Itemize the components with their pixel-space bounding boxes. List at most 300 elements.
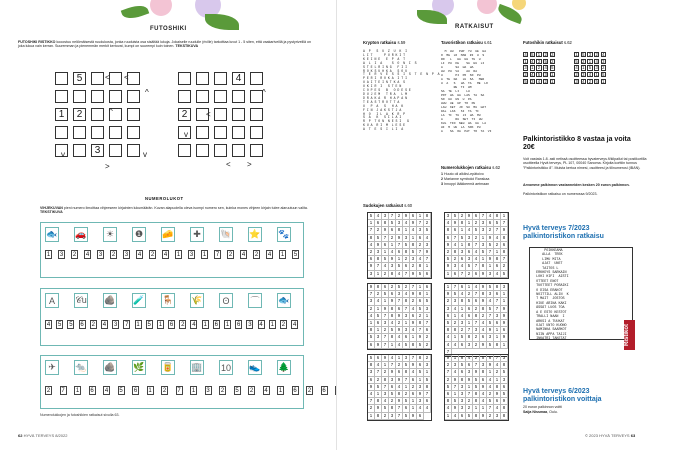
sudoku-solution-cell: 9 (396, 313, 403, 320)
winner-city: , Oulu. (547, 410, 558, 414)
futoshiki-cell (109, 144, 122, 157)
code-digit: 5 (119, 388, 123, 394)
sudoku-solution-cell: 8 (459, 355, 466, 362)
futoshiki-cell (178, 72, 191, 85)
sudoku-solution-cell: 3 (480, 227, 487, 234)
sudoku-solution-cell: 1 (417, 377, 424, 384)
cross-solution-row: HIUE ARINA KAKI (532, 301, 567, 306)
sudoku-solution-cell: 2 (403, 256, 410, 263)
sudoku-solution-cell: 3 (382, 391, 389, 398)
clue-picture: 𝒞u (74, 293, 88, 308)
sudoku-solution-cell: 1 (410, 398, 417, 405)
sudoku-solution-cell: 8 (382, 377, 389, 384)
sudoku-solution-cell: 5 (368, 334, 375, 341)
sudoku-solution-cell: 5 (487, 320, 494, 327)
sudoku-solution-cell: 1 (417, 213, 424, 220)
sudoku-solution-cell: 2 (417, 242, 424, 249)
sudoku-solution-cell: 5 (417, 342, 424, 349)
clue-picture: 🐚 (219, 227, 233, 242)
sudoku-solution-cell: 2 (466, 405, 473, 412)
sudoku-solution-cell: 6 (473, 271, 480, 278)
code-digit: 7 (177, 388, 181, 394)
sudoku-solution-cell: 5 (389, 391, 396, 398)
sudoku-solution-cell: 9 (410, 220, 417, 227)
sudoku-solution-cell: 3 (480, 362, 487, 369)
numerolukot-intro (40, 206, 310, 215)
sudoku-solution-cell: 4 (368, 313, 375, 320)
sudoku-solution-cell: 5 (487, 242, 494, 249)
sudoku-solution-cell: 9 (480, 298, 487, 305)
futoshiki-cell (250, 126, 263, 139)
code-digit: 2 (91, 322, 95, 328)
futoshiki-cell: 1 (55, 108, 68, 121)
sudoku-solution-cell: 7 (396, 405, 403, 412)
futoshiki-solution-cell: 3 (582, 72, 585, 78)
numerolukko-1-numbers (45, 250, 299, 259)
sudoku-solution-cell: 1 (424, 291, 431, 298)
sudoku-solution-cell: 6 (417, 413, 424, 420)
code-digit: 6 (214, 322, 218, 328)
sudoku-solution-cell: 4 (459, 313, 466, 320)
futoshiki-solution-cell: 2 (582, 58, 585, 64)
code-digit: 2 (249, 388, 254, 394)
futoshiki-solution-cell: 5 (595, 78, 598, 84)
sudoku-solution-cell: 7 (473, 291, 480, 298)
sudoku-solution-cell: 9 (487, 235, 494, 242)
sudoku-solution-cell: 5 (417, 369, 424, 376)
sudoku-solution-cell: 2 (473, 306, 480, 313)
futoshiki-solution-cell: 3 (588, 52, 592, 57)
sudoku-solution-cell: 1 (396, 355, 403, 362)
sudoku-solution-cell: 6 (396, 369, 403, 376)
sudoku-solution-cell: 4 (494, 235, 501, 242)
sudoku-solution-cell: 4 (466, 227, 473, 234)
sudoku-solution-cell: 8 (389, 313, 396, 320)
sudoku-solution-cell: 2 (494, 242, 501, 249)
code-digit: 7 (61, 388, 65, 394)
sudoku-solution-cell: 3 (466, 342, 473, 349)
sudoku-solution-cell: 1 (375, 271, 382, 278)
sudoku-solution-cell: 3 (501, 355, 508, 362)
sudoku-solution-cell: 9 (417, 334, 424, 341)
sudoku-solution-cell: 3 (473, 327, 480, 334)
futoshiki-solution-cell: 4 (544, 65, 547, 71)
sudoku-solution-cell: 1 (480, 235, 487, 242)
sudoku-solution-cell: 7 (424, 391, 431, 398)
code-digit: 5 (147, 322, 151, 328)
sudoku-solution-cell: 3 (459, 398, 466, 405)
sudoku-solution-cell: 6 (445, 391, 452, 398)
sudoku-solution-cell: 1 (452, 391, 459, 398)
sudoku-solution-cell: 4 (459, 263, 466, 270)
futoshiki-solution-cell: 5 (582, 52, 585, 57)
sudoku-solution-cell: 2 (445, 298, 452, 305)
sudoku-solution-cell: 2 (424, 342, 431, 349)
numerolukot-sol-text: Marianne symboloi Ranskaa (444, 177, 490, 181)
sudoku-solution-cell: 8 (417, 355, 424, 362)
sudoku-solution-cell: 4 (473, 284, 480, 291)
sudoku-solution-cell: 2 (473, 220, 480, 227)
futo-sol-heading-text: Futoshikin ratkaisut (523, 40, 563, 45)
sudoku-solution-cell: 4 (424, 405, 431, 412)
sudoku-solution-cell: 7 (452, 384, 459, 391)
sudoku-solution-cell: 8 (480, 291, 487, 298)
sudoku-solution-cell: 5 (389, 327, 396, 334)
futoshiki-solution-cell: 4 (575, 65, 578, 71)
sudoku-solution-cell: 7 (445, 349, 452, 356)
sudoku-solution-cell: 4 (396, 271, 403, 278)
sudoku-solution-cell: 4 (459, 291, 466, 298)
sudoku-solution-cell: 7 (417, 220, 424, 227)
sudoku-solution-cell: 3 (480, 220, 487, 227)
sudoku-solution-cell: 9 (417, 391, 424, 398)
sudoku-solution-cell: 4 (480, 320, 487, 327)
sudoku-solution-cell: 2 (445, 249, 452, 256)
cross-solution-row: OJAT UNTO KUONO (532, 323, 567, 328)
code-digit: 3 (206, 388, 210, 394)
sudoku-solution-cell: 4 (452, 242, 459, 249)
futoshiki-solution-cell: 1 (537, 52, 541, 57)
code-digit: 4 (137, 252, 142, 258)
sudoku-solution-cell: 9 (480, 413, 487, 420)
futoshiki-solution-cell: 1 (602, 78, 605, 84)
code-digit: 4 (292, 322, 297, 328)
sudoku-solution-cell: 4 (396, 384, 403, 391)
sudoku-solution-cell: 2 (410, 298, 417, 305)
code-digit: 3 (248, 322, 252, 328)
sudoku-solution-cell: 9 (375, 342, 382, 349)
clue-picture: 👟 (248, 360, 262, 375)
sudoku-solution-cell: 8 (417, 291, 424, 298)
sudoku-solution-cell: 1 (424, 313, 431, 320)
sudoku-solution-cell: 3 (459, 249, 466, 256)
sudoku-solution-cell: 9 (494, 391, 501, 398)
sudoku-solution-cell: 2 (410, 263, 417, 270)
sudoku-solution-cell: 7 (396, 298, 403, 305)
sudoku-solution-cell: 2 (368, 306, 375, 313)
sudoku-solution-cell: 6 (459, 256, 466, 263)
sudoku-solution-cell: 9 (445, 263, 452, 270)
sudoku-solution-cell: 1 (501, 213, 508, 220)
sudoku-solution-cell: 1 (473, 405, 480, 412)
magazine-name-left: HYVÄ TERVEYS 8/2022 (23, 433, 68, 438)
sudoku-solution-cell: 4 (417, 256, 424, 263)
sudoku-solution-cell: 5 (466, 413, 473, 420)
sudoku-solution-cell: 4 (389, 249, 396, 256)
futoshiki-solution-cell: 5 (531, 52, 534, 57)
sudoku-solution-cell: 4 (494, 271, 501, 278)
sudoku-sol-heading-page: s.60 (404, 203, 413, 208)
sudoku-solution-cell: 3 (494, 413, 501, 420)
code-digit: 1 (278, 388, 283, 394)
sudoku-solution-cell: 5 (403, 342, 410, 349)
futoshiki-sign: v (184, 130, 188, 139)
code-digit: 4 (46, 322, 51, 328)
sudoku-solution-cell: 3 (480, 242, 487, 249)
sudoku-solution-cell: 8 (445, 227, 452, 234)
sudoku-solution-cell: 3 (459, 391, 466, 398)
sudoku-solution-cell: 8 (473, 413, 480, 420)
sudoku-solution-cell: 7 (410, 355, 417, 362)
sudoku-solution-cell: 3 (501, 377, 508, 384)
sudoku-solution-cell: 8 (494, 342, 501, 349)
code-digit: 5 (58, 322, 62, 328)
futoshiki-sign: v (143, 150, 147, 159)
sudoku-solution-cell: 5 (487, 306, 494, 313)
cross-solution-row: ALLA TREK (532, 253, 563, 258)
sudoku-solution-cell: 4 (487, 377, 494, 384)
sudoku-solution-cell: 1 (494, 377, 501, 384)
sudoku-solution-cell: 3 (382, 213, 389, 220)
sudoku-solution-cell: 4 (445, 334, 452, 341)
clue-picture: 🌾 (190, 293, 204, 308)
sudoku-solution-cell: 9 (445, 291, 452, 298)
sudoku-solution-cell: 4 (487, 298, 494, 305)
futoshiki-solution-cell: 2 (544, 78, 547, 84)
futoshiki-solution-cell: 2 (537, 65, 541, 71)
futoshiki-solution-cell: 3 (575, 78, 578, 84)
sudoku-solution-cell: 1 (396, 256, 403, 263)
code-digit: 3 (98, 252, 103, 258)
numerolukot-sol-item (441, 177, 489, 181)
sudoku-solution-cell: 6 (459, 342, 466, 349)
numerolukko-3-clues (45, 360, 291, 375)
sudoku-solution-cell: 2 (424, 355, 431, 362)
sudoku-solution-cell: 3 (459, 320, 466, 327)
sudoku-solution-cell: 2 (403, 391, 410, 398)
futoshiki-cell (91, 90, 104, 103)
sudoku-solution-cell: 3 (368, 298, 375, 305)
sudoku-solution-cell: 9 (480, 284, 487, 291)
sudoku-solution-cell: 6 (487, 220, 494, 227)
cross-solution-row: OTTEET ENOT (532, 279, 559, 284)
futoshiki-cell (127, 108, 140, 121)
sudoku-solution-cell: 1 (382, 298, 389, 305)
sudoku-solution-cell: 1 (494, 327, 501, 334)
sudoku-solution-cell: 8 (494, 284, 501, 291)
futoshiki-intro (18, 40, 318, 49)
sudoku-solution-cell: 7 (368, 291, 375, 298)
futoshiki-solution-cell: 2 (588, 78, 592, 84)
sudoku-solution-cell: 5 (452, 213, 459, 220)
section-ribbon: RATKAISUT (455, 24, 494, 30)
sudoku-solution-cell: 4 (410, 369, 417, 376)
sudoku-solution-cell: 7 (466, 327, 473, 334)
sudoku-solution-cell: 5 (445, 256, 452, 263)
sudoku-solution-cell: 2 (473, 342, 480, 349)
sudoku-solution-cell: 9 (501, 313, 508, 320)
winner-name (523, 410, 558, 414)
cross-solution-row: LIMU MITA (532, 257, 561, 262)
futoshiki-solution-cell: 2 (595, 52, 598, 57)
sudoku-solution-cell: 2 (459, 213, 466, 220)
sudoku-solution-cell: 3 (466, 235, 473, 242)
sudoku-solution-cell: 5 (403, 413, 410, 420)
futoshiki-solution-cell: 4 (537, 78, 541, 84)
sudoku-solution-cell: 3 (452, 362, 459, 369)
code-digit: 1 (225, 322, 230, 328)
sudoku-solution-cell: 3 (445, 213, 452, 220)
futoshiki-solution-cell: 3 (524, 65, 527, 71)
futoshiki-solution-cell: 5 (575, 58, 578, 64)
sudoku-solution-cell: 1 (403, 384, 410, 391)
futoshiki-cell (127, 126, 140, 139)
sudoku-solution-cell: 9 (368, 284, 375, 291)
sudoku-solution-cell: 3 (466, 369, 473, 376)
sudoku-solution-cell: 4 (473, 249, 480, 256)
code-digit: 2 (228, 252, 233, 258)
sudoku-solution-cell: 3 (403, 313, 410, 320)
cross-solution-row: AJAT UNET (532, 262, 563, 267)
futoshiki-cell (109, 126, 122, 139)
sudoku-solution-cell: 1 (368, 320, 375, 327)
sudoku-solution-cell: 2 (452, 256, 459, 263)
sudoku-solution-cell: 8 (459, 377, 466, 384)
sudoku-solution-cell: 9 (452, 220, 459, 227)
clue-picture: ❶ (132, 227, 146, 242)
palkinto-title: Palkintoristikko 8 vastaa ja voita 20€ (523, 136, 631, 151)
code-digit: 7 (125, 322, 129, 328)
sudoku-solution-cell: 2 (445, 362, 452, 369)
code-digit: 2 (111, 252, 116, 258)
code-digit: 5 (69, 322, 73, 328)
sudoku-solution-cell: 1 (389, 342, 396, 349)
code-digit: 4 (241, 252, 246, 258)
sudoku-solution-cell: 9 (396, 235, 403, 242)
sudoku-solution-cell: 8 (445, 327, 452, 334)
sudoku-solution-cell: 5 (410, 249, 417, 256)
sudoku-solution-cell: 5 (417, 306, 424, 313)
futoshiki-solution-cell: 4 (582, 78, 585, 84)
sudoku-solution-cell: 1 (480, 405, 487, 412)
sudoku-solution-cell: 9 (368, 263, 375, 270)
sudoku-solution-cell: 2 (417, 313, 424, 320)
sudoku-solution-cell: 3 (403, 327, 410, 334)
sudoku-solution-cell: 9 (452, 405, 459, 412)
futoshiki-solution-cell: 1 (575, 52, 578, 57)
sudoku-solution-cell: 4 (368, 391, 375, 398)
code-digit: 2 (150, 252, 155, 258)
cross-solution-row: POIKKEAMA (532, 249, 563, 253)
sudoku-solution-cell: 3 (389, 263, 396, 270)
sudoku-solution-cell: 1 (501, 342, 508, 349)
sudoku-solution-cell: 8 (452, 249, 459, 256)
sudoku-solution-cell: 8 (389, 271, 396, 278)
sudoku-solution-cell: 4 (396, 334, 403, 341)
futoshiki-cell (196, 72, 209, 85)
sudoku-solution-cell: 5 (424, 377, 431, 384)
sudoku-solution-cell: 2 (445, 377, 452, 384)
futoshiki-cell (214, 126, 227, 139)
sudoku-solution-cell: 1 (389, 242, 396, 249)
sudoku-solution-cell: 7 (445, 369, 452, 376)
sudoku-solution-cell: 2 (473, 355, 480, 362)
winner-title: Hyvä terveys 6/2023 palkintoristikon voittaja (523, 388, 602, 403)
sudoku-solution-cell: 3 (396, 291, 403, 298)
sudoku-solution-cell: 5 (487, 284, 494, 291)
code-digit: 1 (148, 388, 152, 394)
cross-solution-row: INKATRI TAKETAT (532, 337, 567, 342)
futoshiki-cell (196, 90, 209, 103)
sudoku-solution-cell: 4 (375, 298, 382, 305)
sudoku-solution-cell: 2 (389, 398, 396, 405)
sudoku-solution-cell: 1 (375, 306, 382, 313)
sudoku-solution-cell: 3 (389, 377, 396, 384)
sudoku-solution-cell: 7 (403, 306, 410, 313)
sudoku-solution-cell: 2 (466, 291, 473, 298)
sudoku-solution-cell: 9 (487, 362, 494, 369)
code-digit: 2 (162, 388, 167, 394)
code-digit: 4 (267, 252, 272, 258)
sudoku-solution-cell: 6 (417, 235, 424, 242)
sudoku-solution-cell: 1 (466, 284, 473, 291)
flower-decoration (512, 0, 526, 10)
sudoku-solution-5 (367, 354, 432, 421)
sudoku-solution-cell: 6 (424, 398, 431, 405)
futo-sol-heading (523, 40, 572, 45)
sudoku-solution-cell: 7 (424, 320, 431, 327)
sudoku-solution-cell: 2 (466, 398, 473, 405)
code-digit: 4 (163, 252, 168, 258)
sudoku-sol-heading (363, 203, 412, 208)
clue-picture: 🐾 (277, 227, 291, 242)
sudoku-solution-cell: 3 (417, 398, 424, 405)
futoshiki-solution-1 (523, 52, 555, 84)
sudoku-solution-cell: 3 (494, 313, 501, 320)
sudoku-solution-cell: 9 (466, 213, 473, 220)
futoshiki-solution-cell: 3 (544, 72, 547, 78)
code-digit: 2 (181, 322, 185, 328)
code-digit: 1 (270, 322, 274, 328)
futoshiki-cell (196, 144, 209, 157)
code-digit: 4 (85, 252, 90, 258)
futoshiki-solution-cell: 5 (537, 72, 541, 78)
sudoku-solution-cell: 5 (389, 220, 396, 227)
futoshiki-sign: < (105, 73, 110, 82)
sudoku-solution-cell: 6 (459, 284, 466, 291)
sudoku-solution-cell: 8 (501, 405, 508, 412)
sudoku-solution-cell: 1 (459, 227, 466, 234)
sudoku-solution-cell: 2 (396, 213, 403, 220)
sudoku-solution-cell: 5 (452, 398, 459, 405)
sudoku-solution-cell: 4 (487, 384, 494, 391)
sudoku-solution-cell: 1 (403, 320, 410, 327)
clue-picture: 🪨 (103, 293, 117, 308)
sudoku-solution-cell: 6 (410, 377, 417, 384)
sudoku-solution-cell: 8 (501, 235, 508, 242)
sudoku-solution-cell: 2 (487, 391, 494, 398)
futoshiki-cell (214, 72, 227, 85)
sudoku-solution-cell: 5 (382, 256, 389, 263)
sudoku-solution-cell: 1 (445, 271, 452, 278)
sudoku-solution-cell: 9 (480, 271, 487, 278)
sudoku-solution-cell: 7 (382, 235, 389, 242)
sudoku-solution-cell: 7 (466, 391, 473, 398)
sudoku-solution-cell: 4 (494, 362, 501, 369)
futoshiki-cell (73, 126, 86, 139)
sudoku-solution-cell: 2 (396, 320, 403, 327)
futoshiki-cell: 5 (73, 72, 86, 85)
futoshiki-solution-cell: 5 (544, 58, 547, 64)
futoshiki-solution-cell: 2 (544, 52, 547, 57)
code-digit: 2 (46, 388, 51, 394)
sudoku-solution-4 (444, 283, 509, 357)
sudoku-solution-cell: 8 (417, 320, 424, 327)
sudoku-solution-cell: 5 (445, 320, 452, 327)
sudoku-solution-cell: 5 (459, 235, 466, 242)
futoshiki-solution-cell: 3 (551, 52, 554, 57)
palkinto-body: Voit vastata 1.8. asti netissä osoitteessa hyvaterveys.fi/kilpailut tai postikortilla osoitteella Hyvä terveys, PL 107, 00040 Sanoma. Kirjoita korttiin tunnus "Palkintoristikko 8". Muista kertoa nimesi, osoitteesi ja tilinumerosi (IBAN). (523, 157, 647, 170)
